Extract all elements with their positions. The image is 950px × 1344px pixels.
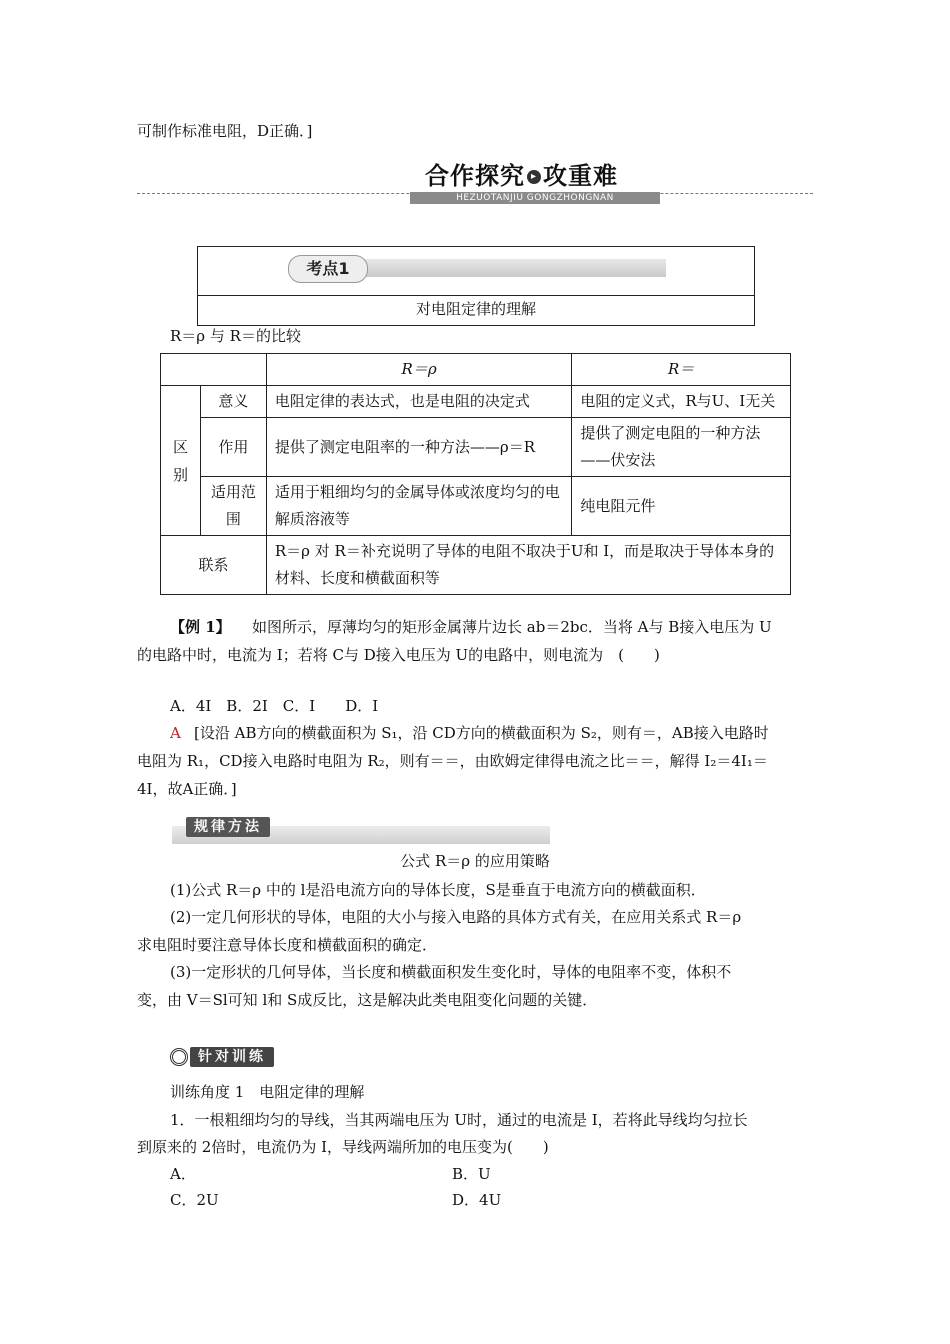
- method-point-3a: (3)一定形状的几何导体，当长度和横截面积发生变化时，导体的电阻率不变，体积不: [170, 963, 732, 981]
- row-label: 意义: [200, 386, 266, 418]
- table-header-row: [161, 354, 791, 386]
- method-title: 公式 R＝ρ 的应用策略: [400, 852, 550, 870]
- row-right-cell: 提供了测定电阻的一种方法——伏安法: [572, 418, 791, 477]
- comparison-table: [160, 353, 791, 595]
- intro-line: 可制作标准电阻，D正确．]: [137, 122, 313, 140]
- row-left-cell: 电阻定律的表达式，也是电阻的决定式: [266, 386, 571, 418]
- banner-subtitle: HEZUOTANJIU GONGZHONGNAN: [410, 192, 660, 204]
- option-d: D．4U: [452, 1191, 502, 1209]
- row-left-cell: 提供了测定电阻率的一种方法——ρ＝R: [266, 418, 571, 477]
- table-header-cell: [161, 354, 267, 386]
- table-row: [161, 386, 791, 418]
- example-line-1: 如图所示，厚薄均匀的矩形金属薄片边长 ab＝2bc．当将 A与 B接入电压为 U: [252, 618, 772, 636]
- option-b: B．U: [452, 1165, 491, 1183]
- kaodian-tag: 考点1: [288, 255, 368, 283]
- relation-text: R＝ρ 对 R＝补充说明了导体的电阻不取决于U和 I，而是取决于导体本身的材料、长度和横截面积等: [266, 536, 790, 595]
- table-row: [161, 477, 791, 536]
- example-solution-3: 4I，故A正确．]: [137, 780, 237, 798]
- kaodian-title: 对电阻定律的理解: [415, 300, 536, 318]
- table-header-cell: R＝ρ: [266, 354, 571, 386]
- banner-title-right: 攻重难: [543, 162, 618, 190]
- method-point-2b: 求电阻时要注意导体长度和横截面积的确定．: [137, 936, 438, 954]
- table-row: [161, 418, 791, 477]
- method-point-2a: (2)一定几何形状的导体，电阻的大小与接入电路的具体方式有关，在应用关系式 R＝ρ: [170, 908, 742, 926]
- method-point-3b: 变，由 V＝Sl可知 l和 S成反比，这是解决此类电阻变化问题的关键．: [137, 991, 598, 1009]
- banner-title-left: 合作探究: [425, 162, 525, 190]
- row-right-cell: 纯电阻元件: [572, 477, 791, 536]
- example-solution-1: [设沿 AB方向的横截面积为 S₁，沿 CD方向的横截面积为 S₂，则有＝，AB接入电路时: [194, 724, 769, 742]
- table-row: [161, 536, 791, 595]
- example-label: 【例 1】: [170, 618, 231, 636]
- row-label: 适用范围: [200, 477, 266, 536]
- group-label: 区 别: [161, 386, 201, 536]
- example-line-2: 的电路中时，电流为 I；若将 C与 D接入电压为 U的电路中，则电流为 ( ): [137, 646, 660, 664]
- chevron-right-icon: ▸: [527, 170, 541, 184]
- training-tag: 针对训练: [190, 1047, 274, 1067]
- table-header-cell: R＝: [572, 354, 791, 386]
- example-solution-2: 电阻为 R₁，CD接入电路时电阻为 R₂，则有＝＝，由欧姆定律得电流之比＝＝，解得 I₂＝4I₁＝: [137, 752, 768, 770]
- question-1-line-2: 到原来的 2倍时，电流仍为 I，导线两端所加的电压变为( ): [137, 1138, 549, 1156]
- training-angle: 训练角度 1 电阻定律的理解: [170, 1083, 365, 1101]
- section-banner-title: [425, 156, 618, 191]
- option-c: C．2U: [170, 1191, 219, 1209]
- method-tag: 规律方法: [186, 817, 270, 837]
- target-icon: [170, 1048, 188, 1066]
- option-a: A．: [170, 1165, 196, 1183]
- row-left-cell: 适用于粗细均匀的金属导体或浓度均匀的电解质溶液等: [266, 477, 571, 536]
- example-options: A．4I B．2I C．I D．I: [170, 697, 379, 715]
- kaodian-box: [197, 246, 755, 326]
- row-label: 作用: [200, 418, 266, 477]
- compare-caption: R＝ρ 与 R＝的比较: [170, 327, 301, 345]
- kaodian-divider: [198, 295, 754, 296]
- example-answer: A: [170, 724, 181, 742]
- question-1-line-1: 1．一根粗细均匀的导线，当其两端电压为 U时，通过的电流是 I，若将此导线均匀拉长: [170, 1111, 748, 1129]
- relation-label: 联系: [161, 536, 267, 595]
- row-right-cell: 电阻的定义式，R与U、I无关: [572, 386, 791, 418]
- method-point-1: (1)公式 R＝ρ 中的 l是沿电流方向的导体长度，S是垂直于电流方向的横截面积．: [170, 881, 706, 899]
